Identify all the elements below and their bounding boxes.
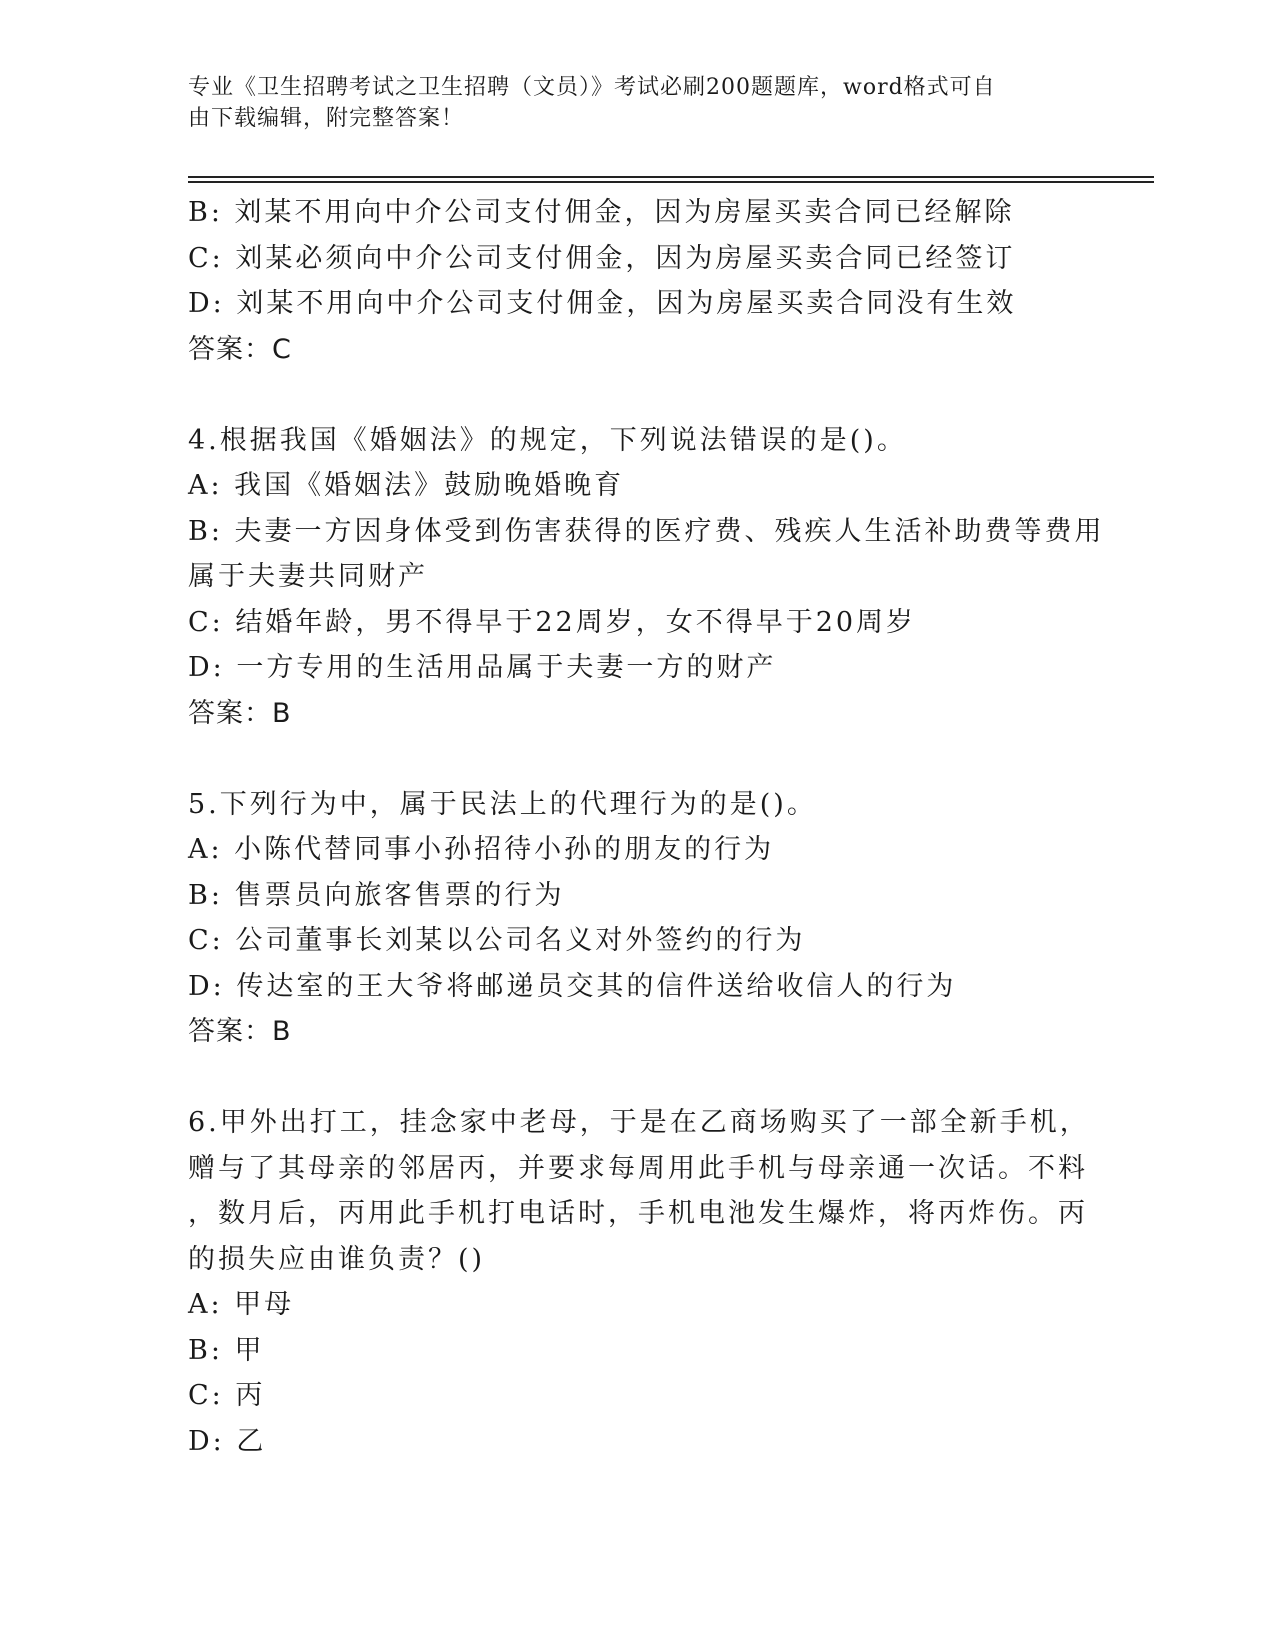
question-6 (188, 1100, 1088, 1464)
question-5 (188, 782, 1088, 1055)
header-divider-top (188, 176, 1154, 178)
q4-option-b-line-2: 属于夫妻共同财产 (188, 561, 428, 592)
q4-option-b-line-1: B: 夫妻一方因身体受到伤害获得的医疗费、残疾人生活补助费等费用 (188, 515, 1105, 547)
q6-question-line-2: 赠与了其母亲的邻居丙，并要求每周用此手机与母亲通一次话。不料 (188, 1152, 1088, 1184)
header-line-1: 专业《卫生招聘考试之卫生招聘（文员）》考试必刷200题题库，word格式可自 (188, 75, 996, 100)
q3-answer: 答案：C (188, 333, 292, 365)
document-header (188, 72, 1068, 134)
q4-answer: 答案：B (188, 697, 292, 729)
q6-question-line-4: 的损失应由谁负责？() (188, 1243, 486, 1275)
q3-option-d: D: 刘某不用向中介公司支付佣金，因为房屋买卖合同没有生效 (188, 288, 1017, 319)
q6-option-d: D: 乙 (188, 1425, 267, 1457)
spacer (188, 1055, 1088, 1101)
q4-option-a: A: 我国《婚姻法》鼓励晚婚晚育 (188, 470, 625, 501)
question-content (188, 190, 1105, 1464)
question-3 (188, 190, 1088, 372)
q4-option-d: D: 一方专用的生活用品属于夫妻一方的财产 (188, 652, 777, 683)
q5-question: 5.下列行为中，属于民法上的代理行为的是()。 (188, 788, 817, 820)
q6-option-a: A: 甲母 (188, 1289, 295, 1320)
q6-option-c: C: 丙 (188, 1380, 266, 1411)
q3-option-b: B: 刘某不用向中介公司支付佣金，因为房屋买卖合同已经解除 (188, 197, 1015, 228)
q6-question-line-1: 6.甲外出打工，挂念家中老母，于是在乙商场购买了一部全新手机， (188, 1107, 1090, 1138)
q5-option-b: B: 售票员向旅客售票的行为 (188, 879, 565, 911)
header-line-2: 由下载编辑，附完整答案！ (188, 106, 465, 131)
q6-question-line-3: ，数月后，丙用此手机打电话时，手机电池发生爆炸，将丙炸伤。丙 (188, 1198, 1088, 1229)
q4-question: 4.根据我国《婚姻法》的规定，下列说法错误的是()。 (188, 424, 907, 456)
q5-answer: 答案：B (188, 1016, 292, 1047)
question-4 (188, 418, 1105, 737)
q6-option-b: B: 甲 (188, 1334, 265, 1366)
q5-option-a: A: 小陈代替同事小孙招待小孙的朋友的行为 (188, 834, 775, 865)
q3-option-c: C: 刘某必须向中介公司支付佣金，因为房屋买卖合同已经签订 (188, 242, 1016, 274)
spacer (188, 372, 1088, 418)
q5-option-c: C: 公司董事长刘某以公司名义对外签约的行为 (188, 925, 806, 956)
q4-option-c: C: 结婚年龄，男不得早于22周岁，女不得早于20周岁 (188, 606, 917, 638)
spacer (188, 736, 1088, 782)
q5-option-d: D: 传达室的王大爷将邮递员交其的信件送给收信人的行为 (188, 970, 957, 1002)
header-divider-bottom (188, 181, 1154, 183)
